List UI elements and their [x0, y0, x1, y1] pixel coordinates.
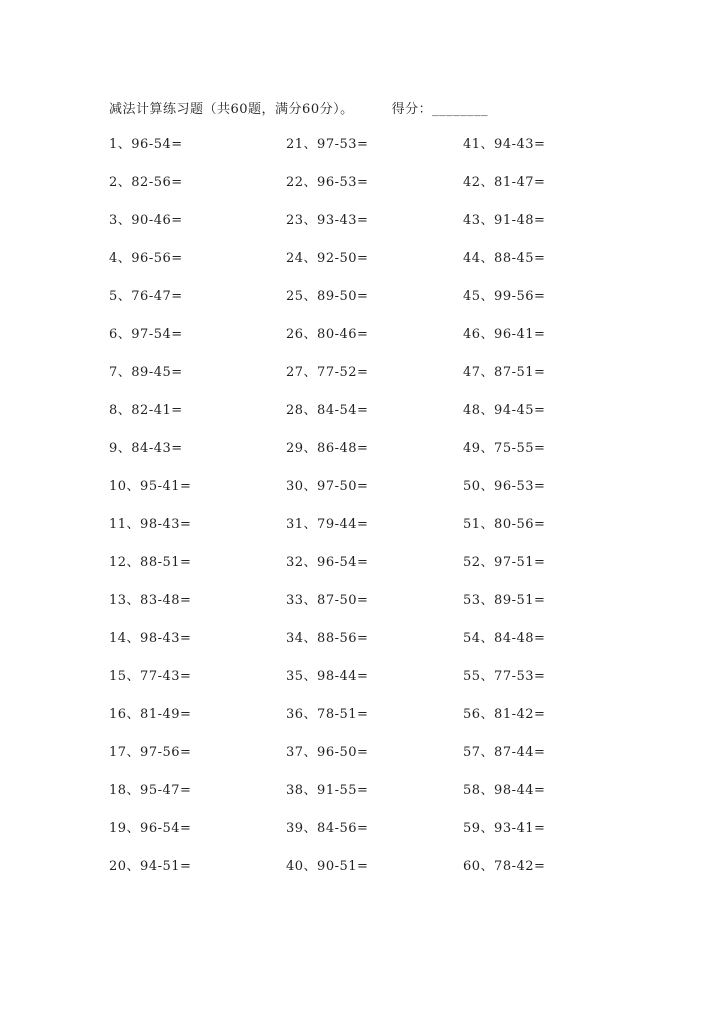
problem-item: 23、93-43=: [286, 213, 369, 228]
problem-item: 10、95-41=: [109, 479, 192, 494]
problem-item: 40、90-51=: [286, 859, 369, 874]
problem-item: 33、87-50=: [286, 593, 369, 608]
problem-item: 58、98-44=: [463, 783, 546, 798]
problem-item: 11、98-43=: [109, 517, 192, 532]
worksheet-header: [109, 98, 488, 117]
problem-item: 5、76-47=: [109, 289, 183, 304]
problem-item: 54、84-48=: [463, 631, 546, 646]
problem-grid: [109, 137, 669, 897]
problem-item: 45、99-56=: [463, 289, 546, 304]
problem-item: 1、96-54=: [109, 137, 183, 152]
problem-item: 6、97-54=: [109, 327, 183, 342]
problem-item: 36、78-51=: [286, 707, 369, 722]
problem-item: 31、79-44=: [286, 517, 369, 532]
problem-item: 44、88-45=: [463, 251, 546, 266]
problem-item: 8、82-41=: [109, 403, 183, 418]
problem-item: 48、94-45=: [463, 403, 546, 418]
problem-item: 16、81-49=: [109, 707, 192, 722]
problem-item: 19、96-54=: [109, 821, 192, 836]
problem-item: 24、92-50=: [286, 251, 369, 266]
problem-item: 20、94-51=: [109, 859, 192, 874]
problem-item: 26、80-46=: [286, 327, 369, 342]
problem-item: 52、97-51=: [463, 555, 546, 570]
problem-item: 37、96-50=: [286, 745, 369, 760]
problem-item: 4、96-56=: [109, 251, 183, 266]
problem-column-3: [463, 137, 640, 897]
problem-item: 21、97-53=: [286, 137, 369, 152]
problem-item: 47、87-51=: [463, 365, 546, 380]
problem-item: 3、90-46=: [109, 213, 183, 228]
problem-item: 2、82-56=: [109, 175, 183, 190]
problem-item: 53、89-51=: [463, 593, 546, 608]
problem-item: 60、78-42=: [463, 859, 546, 874]
problem-item: 15、77-43=: [109, 669, 192, 684]
problem-item: 46、96-41=: [463, 327, 546, 342]
problem-item: 13、83-48=: [109, 593, 192, 608]
problem-item: 55、77-53=: [463, 669, 546, 684]
problem-column-1: [109, 137, 286, 897]
problem-item: 35、98-44=: [286, 669, 369, 684]
problem-item: 12、88-51=: [109, 555, 192, 570]
worksheet-title: 减法计算练习题（共60题，满分60分）。: [109, 102, 354, 117]
problem-item: 22、96-53=: [286, 175, 369, 190]
problem-item: 14、98-43=: [109, 631, 192, 646]
problem-item: 50、96-53=: [463, 479, 546, 494]
problem-item: 17、97-56=: [109, 745, 192, 760]
problem-column-2: [286, 137, 463, 897]
problem-item: 39、84-56=: [286, 821, 369, 836]
problem-item: 41、94-43=: [463, 137, 546, 152]
problem-item: 9、84-43=: [109, 441, 183, 456]
problem-item: 56、81-42=: [463, 707, 546, 722]
problem-item: 28、84-54=: [286, 403, 369, 418]
problem-item: 7、89-45=: [109, 365, 183, 380]
problem-item: 32、96-54=: [286, 555, 369, 570]
problem-item: 51、80-56=: [463, 517, 546, 532]
problem-item: 30、97-50=: [286, 479, 369, 494]
problem-item: 59、93-41=: [463, 821, 546, 836]
score-field: 得分：________: [391, 102, 489, 117]
problem-item: 29、86-48=: [286, 441, 369, 456]
problem-item: 43、91-48=: [463, 213, 546, 228]
problem-item: 25、89-50=: [286, 289, 369, 304]
problem-item: 38、91-55=: [286, 783, 369, 798]
problem-item: 49、75-55=: [463, 441, 546, 456]
problem-item: 34、88-56=: [286, 631, 369, 646]
problem-item: 42、81-47=: [463, 175, 546, 190]
problem-item: 27、77-52=: [286, 365, 369, 380]
problem-item: 18、95-47=: [109, 783, 192, 798]
problem-item: 57、87-44=: [463, 745, 546, 760]
